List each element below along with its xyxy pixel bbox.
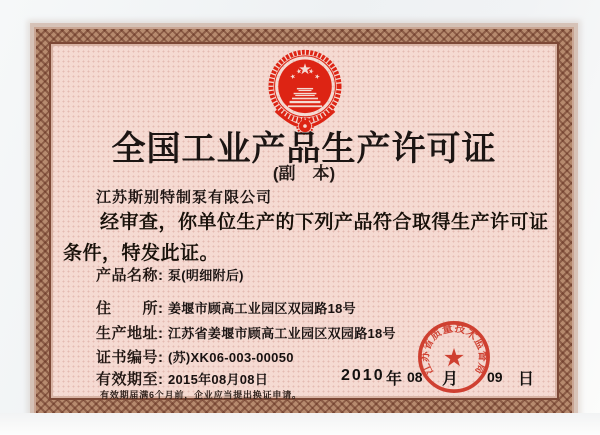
field-value: (苏)XK06-003-00050 <box>168 350 294 365</box>
field-value: 2015年08月08日 <box>168 372 269 387</box>
issue-day: 09 <box>487 369 503 385</box>
certificate-subtitle: (副 本) <box>272 164 336 183</box>
certificate <box>34 27 574 415</box>
field-production-address <box>96 322 396 343</box>
seal-text: 江苏省质量技术监督局 <box>419 322 489 377</box>
field-label: 产品名称: <box>96 267 164 284</box>
body-text-line1: 经审查，你单位生产的下列产品符合取得生产许可证 <box>100 212 549 233</box>
field-value: 江苏省姜堰市顾高工业园区双园路18号 <box>168 326 396 341</box>
company-name: 江苏斯别特制泵有限公司 <box>96 189 273 206</box>
body-text-line2: 条件，特发此证。 <box>63 243 220 264</box>
issue-month-unit: 月 <box>442 371 459 388</box>
field-label: 有效期至: <box>96 371 164 388</box>
field-label: 证书编号: <box>96 349 164 366</box>
issue-year: 2010 <box>341 367 385 384</box>
field-valid-until <box>96 368 268 389</box>
field-address <box>96 297 356 318</box>
field-value: 姜堰市顾高工业园区双园路18号 <box>168 301 356 316</box>
renewal-note: 有效期届满6个月前，企业应当提出换证申请。 <box>100 390 302 400</box>
issue-day-unit: 日 <box>518 371 535 388</box>
certificate-title: 全国工业产品生产许可证 <box>111 130 497 168</box>
field-label: 生产地址: <box>96 325 164 342</box>
field-value: 泵(明细附后) <box>168 268 244 283</box>
issue-year-unit: 年 <box>386 371 403 388</box>
official-seal-stamp <box>398 301 510 413</box>
field-label: 住 所: <box>96 300 164 317</box>
field-product-name <box>96 264 244 285</box>
field-certificate-number <box>96 346 294 367</box>
issue-month: 08 <box>407 369 423 385</box>
